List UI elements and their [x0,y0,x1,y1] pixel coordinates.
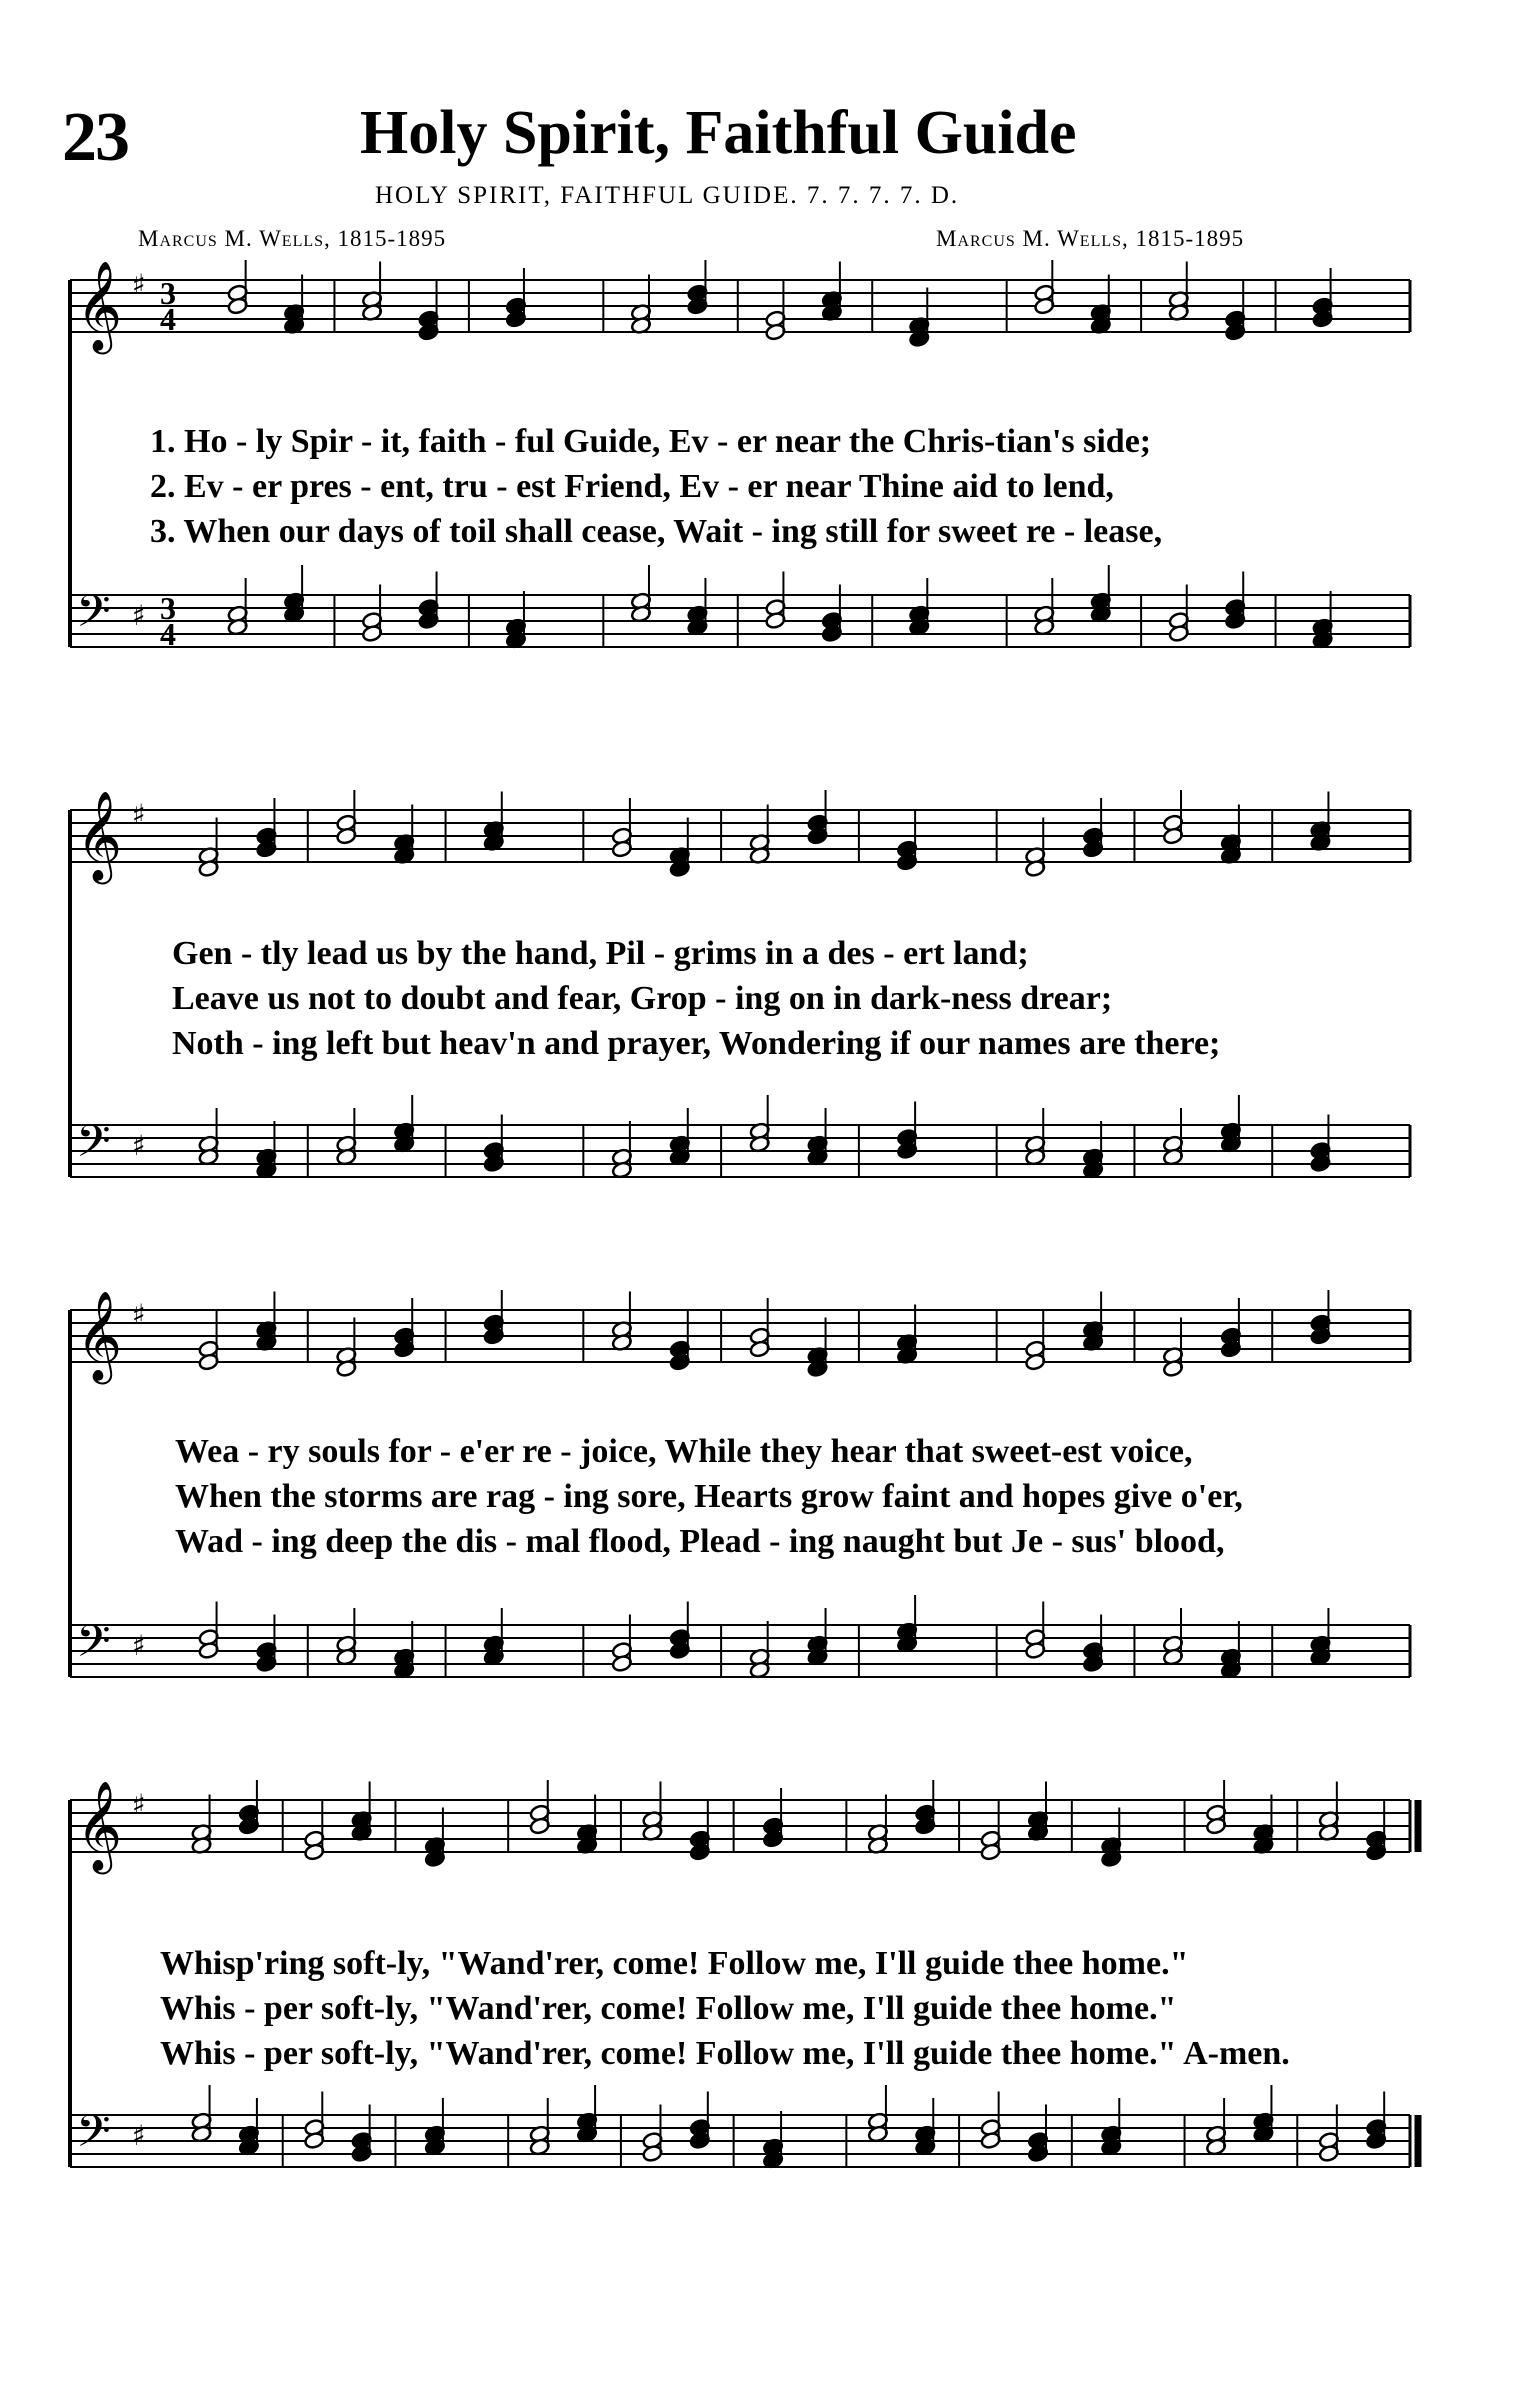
key-signature-sharp-icon: ♯ [132,798,146,831]
lyric-line: Whis - per soft-ly, "Wand'rer, come! Follow me, I'll guide thee home." A-men. [160,2035,1290,2072]
lyric-line: Gen - tly lead us by the hand, Pil - grims in a des - ert land; [172,935,1029,972]
lyric-line: Noth - ing left but heav'n and prayer, Wondering if our names are there; [172,1025,1221,1062]
key-signature-sharp-icon: ♯ [132,1129,146,1162]
time-signature: 3 [160,275,176,311]
key-signature-sharp-icon: ♯ [132,1298,146,1331]
words-credit: Marcus M. Wells, 1815-1895 [138,226,447,251]
lyric-line: Whisp'ring soft-ly, "Wand'rer, come! Follow me, I'll guide thee home." [160,1945,1189,1982]
lyric-line: Leave us not to doubt and fear, Grop - ing on in dark-ness drear; [172,980,1113,1017]
key-signature-sharp-icon: ♯ [132,599,146,632]
treble-clef-icon: 𝄞 [76,261,123,351]
lyric-line: 1. Ho - ly Spir - it, faith - ful Guide, Ev - er near the Chris-tian's side; [150,423,1152,460]
key-signature-sharp-icon: ♯ [132,1788,146,1821]
bass-clef-icon: 𝄢 [76,1115,111,1178]
hymn-title: Holy Spirit, Faithful Guide [360,99,1077,167]
treble-clef-icon: 𝄞 [76,1781,123,1871]
lyric-line: When the storms are rag - ing sore, Hearts grow faint and hopes give o'er, [175,1478,1243,1515]
bass-clef-icon: 𝄢 [76,1615,111,1678]
music-credit: Marcus M. Wells, 1815-1895 [936,226,1245,251]
time-signature: 4 [160,301,176,337]
lyric-line: Wad - ing deep the dis - mal flood, Plead - ing naught but Je - sus' blood, [175,1523,1225,1560]
bass-clef-icon: 𝄢 [76,585,111,648]
lyric-line: 2. Ev - er pres - ent, tru - est Friend, Ev - er near Thine aid to lend, [150,468,1114,505]
key-signature-sharp-icon: ♯ [132,2119,146,2152]
lyric-line: Wea - ry souls for - e'er re - joice, While they hear that sweet-est voice, [175,1433,1193,1470]
hymn-number: 23 [62,99,128,176]
time-signature: 4 [160,616,176,652]
key-signature-sharp-icon: ♯ [132,1629,146,1662]
treble-clef-icon: 𝄞 [76,1291,123,1381]
tune-name-meter: HOLY SPIRIT, FAITHFUL GUIDE. 7. 7. 7. 7. D. [375,182,960,209]
key-signature-sharp-icon: ♯ [132,268,146,301]
time-signature: 3 [160,590,176,626]
treble-clef-icon: 𝄞 [76,791,123,881]
bass-clef-icon: 𝄢 [76,2105,111,2168]
lyric-line: Whis - per soft-ly, "Wand'rer, come! Follow me, I'll guide thee home." [160,1990,1177,2027]
lyric-line: 3. When our days of toil shall cease, Wait - ing still for sweet re - lease, [150,513,1163,550]
